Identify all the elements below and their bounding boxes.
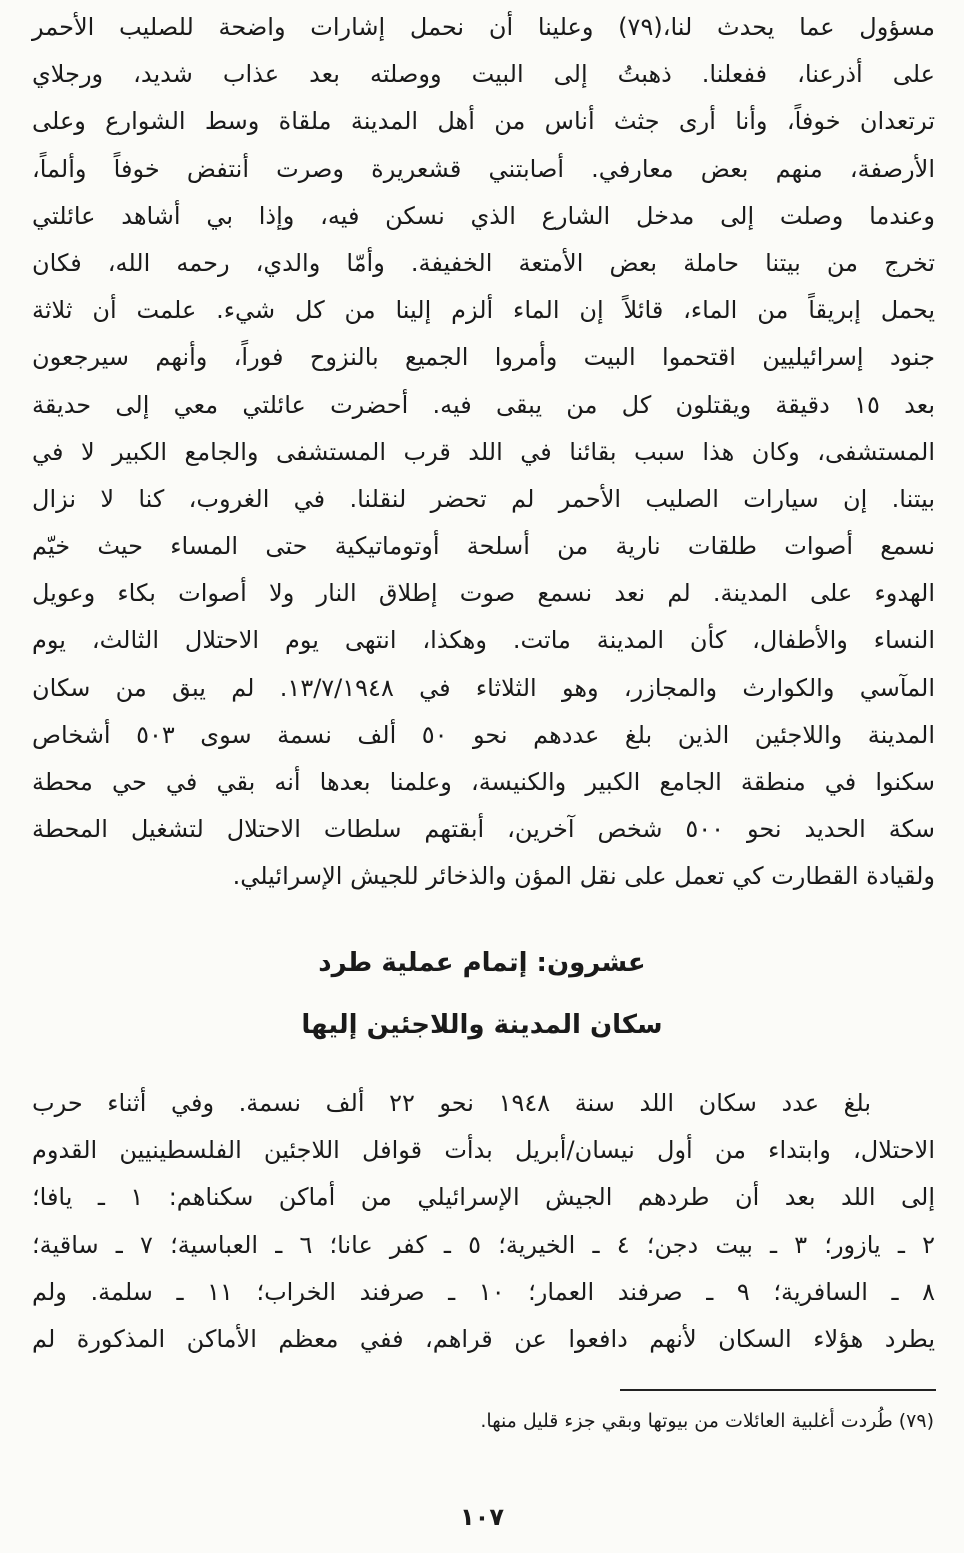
text-line: ٨ ـ السافرية؛ ٩ ـ صرفند العمار؛ ١٠ ـ صرفند الخراب؛ ١١ ـ سلمة. ولم	[32, 1277, 936, 1306]
text-line: يحمل إبريقاً من الماء، قائلاً إن الماء ألزم إلينا من كل شيء. علمت أن ثلاثة	[32, 296, 935, 325]
text-line: بعد ١٥ دقيقة ويقتلون كل من يبقى فيه. أحضرت عائلتي معي إلى حديقة	[32, 390, 936, 419]
text-line: الاحتلال، وابتداء من أول نيسان/أبريل بدأت قوافل اللاجئين الفلسطينيين القدوم	[32, 1136, 935, 1165]
page-number: ١٠٧	[460, 1503, 504, 1531]
text-line: نسمع أصوات طلقات نارية من أسلحة أوتوماتيكية حتى المساء حيث خيّم	[32, 532, 935, 561]
text-line: المآسي والكوارث والمجازر، وهو الثلاثاء في ١٣/٧/١٩٤٨. لم يبق من سكان	[32, 673, 936, 702]
text-line: على أذرعنا، ففعلنا. ذهبتُ إلى البيت ووصلته بعد عذاب شديد، ورجلاي	[32, 60, 935, 89]
text-line: إلى اللد بعد أن طردهم الجيش الإسرائيلي من أماكن سكناهم: ١ ـ يافا؛	[32, 1183, 935, 1212]
paragraph-2	[32, 1080, 935, 1363]
text-line: المدينة واللاجئين الذين بلغ عددهم نحو ٥٠ ألف نسمة سوى ٥٠٣ أشخاص	[32, 720, 935, 749]
paragraph-1	[32, 4, 935, 901]
text-line: مسؤول عما يحدث لنا،(٧٩) وعلينا أن نحمل إشارات واضحة للصليب الأحمر	[32, 13, 935, 41]
text-line: ترتعدان خوفاً، وأنا أرى جثث أناس من أهل المدينة ملقاة وسط الشوارع وعلى	[32, 107, 935, 136]
section-heading-line-2: سكان المدينة واللاجئين إليها	[301, 1010, 663, 1040]
text-line: وعندما وصلت إلى مدخل الشارع الذي نسكن فيه، وإذا بي أشاهد عائلتي	[32, 201, 935, 230]
text-line: سكة الحديد نحو ٥٠٠ شخص آخرين، أبقتهم سلطات الاحتلال لتشغيل المحطة	[32, 815, 935, 844]
text-line: الهدوء على المدينة. لم نعد نسمع صوت إطلاق النار ولا أصوات بكاء وعويل	[32, 579, 935, 608]
footnote: (٧٩) طُردت أغلبية العائلات من بيوتها وبقي جزء قليل منها.	[480, 1410, 934, 1432]
text-line: الأرصفة، منهم بعض معارفي. أصابتني قشعريرة وصرت أنتفض خوفاً وألماً،	[32, 154, 935, 183]
section-heading-line-1: عشرون: إتمام عملية طرد	[318, 948, 646, 978]
text-line: المستشفى، وكان هذا سبب بقائنا في اللد قرب المستشفى والجامع الكبير لا في	[32, 437, 935, 466]
text-line: النساء والأطفال، كأن المدينة ماتت. وهكذا، انتهى يوم الاحتلال الثالث، يوم	[32, 626, 935, 655]
text-line: ولقيادة القطارت كي تعمل على نقل المؤن والذخائر للجيش الإسرائيلي.	[232, 862, 935, 891]
text-line: بيتنا. إن سيارات الصليب الأحمر لم تحضر لنقلنا. في الغروب، كنا لا نزال	[32, 484, 935, 513]
text-line: يطرد هؤلاء السكان لأنهم دافعوا عن قراهم، ففي معظم الأماكن المذكورة لم	[32, 1324, 935, 1353]
footnote-divider	[620, 1389, 936, 1391]
text-line: جنود إسرائيليين اقتحموا البيت وأمروا الجميع بالنزوح فوراً، وأنهم سيرجعون	[32, 343, 935, 372]
text-line: ٢ ـ يازور؛ ٣ ـ بيت دجن؛ ٤ ـ الخيرية؛ ٥ ـ كفر عانا؛ ٦ ـ العباسية؛ ٧ ـ ساقية؛	[32, 1230, 935, 1259]
text-line: بلغ عدد سكان اللد سنة ١٩٤٨ نحو ٢٢ ألف نسمة. وفي أثناء حرب	[32, 1089, 872, 1117]
text-line: سكنوا في منطقة الجامع الكبير والكنيسة، وعلمنا بعدها أنه بقي في حي محطة	[32, 768, 935, 796]
text-line: تخرج من بيتنا حاملة بعض الأمتعة الخفيفة. وأمّا والدي، رحمه الله، فكان	[32, 248, 935, 277]
